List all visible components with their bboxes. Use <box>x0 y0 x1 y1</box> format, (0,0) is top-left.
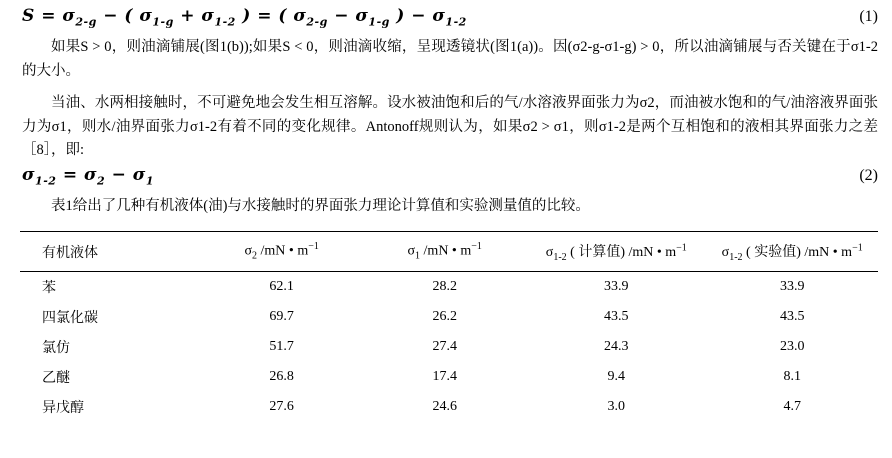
table-row <box>20 272 878 303</box>
cell-experimental: 33.9 <box>779 279 805 295</box>
equation-1-body <box>22 6 467 28</box>
cell-sigma1: 26.2 <box>432 309 457 325</box>
paragraph-3: 表1给出了几种有机液体(油)与水接触时的界面张力理论计算值和实验测量值的比较。 <box>51 198 590 215</box>
cell-sigma2: 62.1 <box>269 279 294 295</box>
document-page <box>0 6 892 458</box>
cell-sigma2: 27.6 <box>269 399 294 415</box>
cell-calculated: 3.0 <box>607 399 626 415</box>
cell-experimental: 8.1 <box>783 369 801 385</box>
cell-liquid-name: 乙醚 <box>42 371 70 387</box>
cell-calculated: 24.3 <box>604 339 629 355</box>
cell-liquid-name: 四氯化碳 <box>42 311 98 327</box>
cell-experimental: 4.7 <box>783 399 801 415</box>
cell-liquid-name: 苯 <box>42 281 56 297</box>
table-row <box>20 392 878 422</box>
paragraph-1: 如果S > 0，则油滴铺展(图1(b));如果S < 0，则油滴收缩，呈现透镜状(图1(a))。因(σ2-g-σ1-g) > 0，所以油滴铺展与否关键在于σ1-2的大小。 <box>22 39 878 79</box>
cell-experimental: 43.5 <box>779 309 805 325</box>
table-header-sigma2: $\sigma_2$ /mN • $m^{-1}$ <box>244 241 319 262</box>
table-header-experimental: $\sigma_{1-2}$ ( 实验值) /mN • $m^{-1}$ <box>721 242 863 263</box>
table-row <box>20 362 878 392</box>
cell-calculated: 9.4 <box>607 369 626 385</box>
equation-2-body <box>22 165 154 187</box>
cell-liquid-name: 氯仿 <box>42 341 70 357</box>
paragraph-2: 当油、水两相接触时，不可避免地会发生相互溶解。设水被油饱和后的气/水溶液界面张力为σ2，而油被水饱和的气/油溶液界面张力为σ1，则水/油界面张力σ1-2有着不同的变化规律。Antonoff规则认为，如果σ2 > σ1，则σ1-2是两个互相饱和的液相其界面张力之差［8］，即: <box>22 95 878 159</box>
cell-sigma2: 51.7 <box>269 339 294 355</box>
table-header-calculated: $\sigma_{1-2}$ ( 计算值) /mN • $m^{-1}$ <box>545 242 687 263</box>
cell-sigma1: 24.6 <box>432 399 457 415</box>
table-header-sigma1: $\sigma_1$ /mN • $m^{-1}$ <box>407 241 482 262</box>
table-body <box>20 272 878 423</box>
cell-sigma1: 28.2 <box>432 279 457 295</box>
equation-1-row <box>0 6 892 28</box>
cell-sigma2: 26.8 <box>269 369 294 385</box>
cell-liquid-name: 异戊醇 <box>42 401 84 417</box>
equation-2-text: $\sigma_{1-2} = \sigma_2 - \sigma_1$ <box>22 164 154 188</box>
cell-sigma2: 69.7 <box>269 309 294 325</box>
table-header-liquid: 有机液体 <box>42 245 98 261</box>
cell-calculated: 33.9 <box>604 279 629 295</box>
table-head <box>20 231 878 272</box>
equation-2-number: (2) <box>859 166 878 184</box>
equation-2-row <box>0 165 892 187</box>
cell-sigma1: 27.4 <box>432 339 457 355</box>
interfacial-tension-table <box>20 231 878 423</box>
equation-1-text: $S = \sigma_{2-g}$ − ( $\sigma_{1-g} + \sigma_{1-2}$ ) = ( $\sigma_{2-g} - \sigma_{1-g}$ ) − $\sigma_{1-2}$ <box>22 6 467 29</box>
interfacial-tension-table-wrap <box>20 231 878 423</box>
cell-experimental: 23.0 <box>779 339 805 355</box>
cell-sigma1: 17.4 <box>432 369 457 385</box>
table-header-row <box>20 231 878 272</box>
equation-1-number: (1) <box>859 8 878 25</box>
table-row <box>20 302 878 332</box>
cell-calculated: 43.5 <box>604 309 629 325</box>
table-row <box>20 332 878 362</box>
